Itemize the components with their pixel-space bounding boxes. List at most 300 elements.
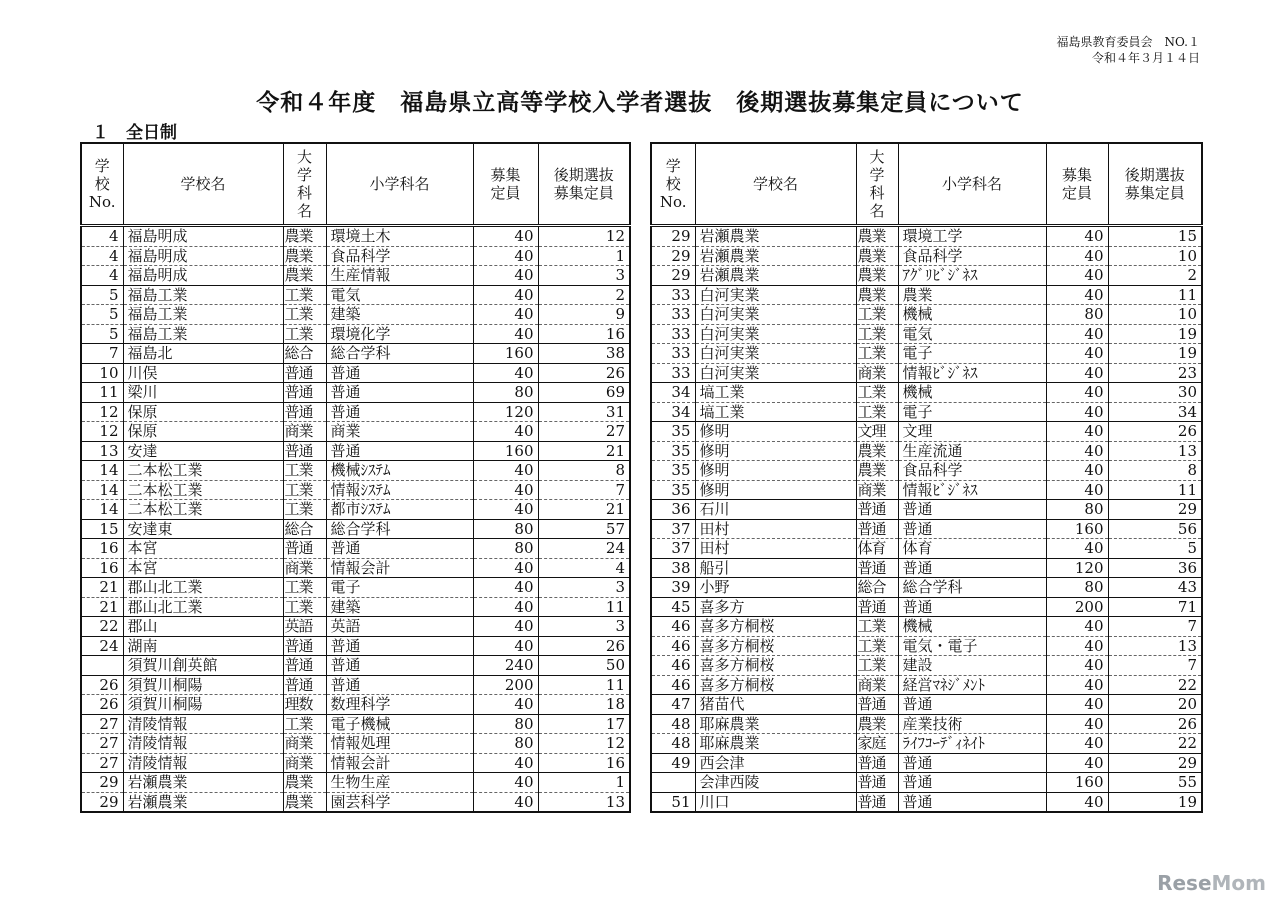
- cell-school-name: 修明: [695, 461, 856, 481]
- table-row: [81, 578, 630, 598]
- date-label: 令和４年３月１４日: [1091, 51, 1200, 65]
- cell-school-no: 39: [651, 578, 695, 598]
- cell-school-no: [81, 656, 123, 676]
- cell-department: 普通: [283, 636, 326, 656]
- cell-subject: 普通: [898, 519, 1046, 539]
- cell-school-no: 49: [651, 753, 695, 773]
- cell-subject: 英語: [326, 617, 473, 637]
- cell-school-name: 清陵情報: [123, 714, 283, 734]
- table-row: [651, 226, 1202, 247]
- cell-department: 農業: [283, 792, 326, 812]
- cell-school-name: 保原: [123, 422, 283, 442]
- cell-department: 農業: [856, 246, 898, 266]
- cell-school-name: 福島北: [123, 344, 283, 364]
- document-header-info: [1057, 34, 1200, 66]
- cell-school-name: 清陵情報: [123, 734, 283, 754]
- cell-capacity: 40: [1046, 441, 1108, 461]
- enrollment-table-right: [650, 142, 1203, 813]
- cell-school-no: 12: [81, 402, 123, 422]
- table-row: [651, 246, 1202, 266]
- cell-capacity: 80: [473, 734, 538, 754]
- cell-capacity: 40: [1046, 695, 1108, 715]
- cell-late-capacity: 21: [538, 441, 630, 461]
- cell-capacity: 80: [473, 519, 538, 539]
- cell-late-capacity: 31: [538, 402, 630, 422]
- table-header-row: [651, 143, 1202, 226]
- cell-subject: 建築: [326, 305, 473, 325]
- cell-late-capacity: 8: [538, 461, 630, 481]
- cell-school-no: 12: [81, 422, 123, 442]
- header-school-no: 学 校 No.: [651, 143, 695, 226]
- table-row: [81, 461, 630, 481]
- cell-capacity: 40: [1046, 285, 1108, 305]
- table-row: [651, 617, 1202, 637]
- cell-capacity: 120: [473, 402, 538, 422]
- cell-department: 普通: [283, 656, 326, 676]
- header-school-name: 学校名: [695, 143, 856, 226]
- cell-subject: 環境化学: [326, 324, 473, 344]
- table-row: [81, 246, 630, 266]
- cell-late-capacity: 38: [538, 344, 630, 364]
- cell-late-capacity: 3: [538, 617, 630, 637]
- cell-late-capacity: 27: [538, 422, 630, 442]
- cell-school-no: 29: [81, 792, 123, 812]
- cell-department: 工業: [283, 305, 326, 325]
- cell-capacity: 160: [1046, 519, 1108, 539]
- cell-department: 総合: [856, 578, 898, 598]
- table-row: [81, 539, 630, 559]
- cell-late-capacity: 20: [1108, 695, 1202, 715]
- cell-capacity: 80: [473, 383, 538, 403]
- cell-department: 普通: [856, 773, 898, 793]
- cell-school-no: 46: [651, 656, 695, 676]
- cell-late-capacity: 13: [538, 792, 630, 812]
- cell-late-capacity: 50: [538, 656, 630, 676]
- cell-department: 普通: [856, 519, 898, 539]
- cell-department: 農業: [283, 246, 326, 266]
- cell-subject: 機械: [898, 617, 1046, 637]
- cell-capacity: 40: [473, 324, 538, 344]
- cell-late-capacity: 16: [538, 753, 630, 773]
- cell-department: 普通: [856, 792, 898, 812]
- cell-capacity: 40: [473, 246, 538, 266]
- table-row: [81, 675, 630, 695]
- cell-department: 工業: [856, 383, 898, 403]
- cell-school-name: 清陵情報: [123, 753, 283, 773]
- cell-subject: 建築: [326, 597, 473, 617]
- table-row: [651, 539, 1202, 559]
- cell-late-capacity: 19: [1108, 792, 1202, 812]
- cell-late-capacity: 10: [1108, 246, 1202, 266]
- table-row: [651, 597, 1202, 617]
- cell-school-name: 保原: [123, 402, 283, 422]
- issuer-label: 福島県教育委員会 NO.１: [1056, 35, 1200, 49]
- cell-school-no: 5: [81, 285, 123, 305]
- cell-late-capacity: 69: [538, 383, 630, 403]
- cell-capacity: 80: [473, 714, 538, 734]
- cell-capacity: 120: [1046, 558, 1108, 578]
- cell-late-capacity: 12: [538, 226, 630, 247]
- cell-late-capacity: 13: [1108, 441, 1202, 461]
- cell-subject: 食品科学: [898, 461, 1046, 481]
- cell-school-name: 喜多方: [695, 597, 856, 617]
- cell-school-name: 喜多方桐桜: [695, 675, 856, 695]
- cell-late-capacity: 3: [538, 578, 630, 598]
- cell-subject: 普通: [898, 792, 1046, 812]
- cell-department: 農業: [283, 226, 326, 247]
- cell-school-name: 田村: [695, 539, 856, 559]
- cell-subject: 普通: [326, 402, 473, 422]
- cell-school-no: 47: [651, 695, 695, 715]
- enrollment-table-left: [80, 142, 631, 813]
- cell-department: 普通: [283, 383, 326, 403]
- cell-school-no: 14: [81, 500, 123, 520]
- cell-capacity: 40: [1046, 792, 1108, 812]
- cell-subject: 文理: [898, 422, 1046, 442]
- cell-late-capacity: 4: [538, 558, 630, 578]
- cell-subject: 普通: [326, 383, 473, 403]
- cell-late-capacity: 1: [538, 246, 630, 266]
- cell-subject: 普通: [326, 363, 473, 383]
- table-row: [651, 344, 1202, 364]
- cell-capacity: 80: [1046, 578, 1108, 598]
- cell-school-no: 10: [81, 363, 123, 383]
- cell-school-no: 16: [81, 539, 123, 559]
- cell-department: 工業: [283, 285, 326, 305]
- cell-capacity: 40: [473, 285, 538, 305]
- cell-late-capacity: 7: [1108, 617, 1202, 637]
- table-row: [651, 519, 1202, 539]
- cell-late-capacity: 16: [538, 324, 630, 344]
- cell-subject: 環境工学: [898, 226, 1046, 247]
- cell-school-no: 29: [81, 773, 123, 793]
- cell-subject: 電子: [898, 402, 1046, 422]
- cell-capacity: 80: [1046, 305, 1108, 325]
- cell-late-capacity: 5: [1108, 539, 1202, 559]
- cell-school-name: 西会津: [695, 753, 856, 773]
- cell-subject: 経営ﾏﾈｼﾞﾒﾝﾄ: [898, 675, 1046, 695]
- cell-capacity: 240: [473, 656, 538, 676]
- cell-subject: 情報処理: [326, 734, 473, 754]
- cell-school-no: 29: [651, 266, 695, 286]
- cell-school-no: 26: [81, 695, 123, 715]
- cell-subject: 情報ﾋﾞｼﾞﾈｽ: [898, 480, 1046, 500]
- cell-department: 工業: [856, 344, 898, 364]
- table-row: [651, 773, 1202, 793]
- cell-late-capacity: 3: [538, 266, 630, 286]
- cell-subject: 機械: [898, 383, 1046, 403]
- cell-capacity: 40: [473, 305, 538, 325]
- cell-department: 普通: [283, 441, 326, 461]
- cell-school-name: 修明: [695, 480, 856, 500]
- cell-late-capacity: 7: [1108, 656, 1202, 676]
- cell-late-capacity: 9: [538, 305, 630, 325]
- cell-late-capacity: 8: [1108, 461, 1202, 481]
- cell-school-no: 29: [651, 226, 695, 247]
- cell-capacity: 40: [1046, 734, 1108, 754]
- cell-capacity: 200: [473, 675, 538, 695]
- cell-late-capacity: 23: [1108, 363, 1202, 383]
- cell-capacity: 40: [1046, 344, 1108, 364]
- cell-subject: 普通: [326, 636, 473, 656]
- cell-capacity: 40: [473, 461, 538, 481]
- cell-late-capacity: 1: [538, 773, 630, 793]
- cell-late-capacity: 18: [538, 695, 630, 715]
- cell-late-capacity: 11: [1108, 480, 1202, 500]
- cell-department: 農業: [856, 461, 898, 481]
- cell-capacity: 40: [473, 558, 538, 578]
- cell-late-capacity: 11: [1108, 285, 1202, 305]
- cell-school-name: 白河実業: [695, 363, 856, 383]
- cell-school-name: 岩瀬農業: [695, 266, 856, 286]
- cell-late-capacity: 26: [1108, 422, 1202, 442]
- cell-department: 普通: [856, 597, 898, 617]
- cell-subject: 普通: [898, 695, 1046, 715]
- cell-subject: 普通: [326, 441, 473, 461]
- cell-school-no: 36: [651, 500, 695, 520]
- cell-subject: 電気: [326, 285, 473, 305]
- table-row: [651, 636, 1202, 656]
- table-row: [651, 402, 1202, 422]
- table-row: [651, 792, 1202, 812]
- cell-department: 商業: [283, 753, 326, 773]
- cell-school-no: 21: [81, 597, 123, 617]
- cell-late-capacity: 11: [538, 675, 630, 695]
- cell-school-name: 本宮: [123, 539, 283, 559]
- table-row: [651, 383, 1202, 403]
- cell-subject: 情報会計: [326, 558, 473, 578]
- cell-capacity: 40: [1046, 714, 1108, 734]
- cell-capacity: 40: [473, 363, 538, 383]
- cell-school-name: 安達: [123, 441, 283, 461]
- cell-capacity: 40: [473, 480, 538, 500]
- table-row: [651, 480, 1202, 500]
- cell-school-no: 46: [651, 675, 695, 695]
- cell-school-no: 35: [651, 480, 695, 500]
- table-row: [81, 695, 630, 715]
- cell-late-capacity: 36: [1108, 558, 1202, 578]
- cell-school-name: 白河実業: [695, 344, 856, 364]
- cell-subject: 生産流通: [898, 441, 1046, 461]
- cell-department: 工業: [283, 578, 326, 598]
- cell-department: 工業: [856, 305, 898, 325]
- table-row: [651, 734, 1202, 754]
- cell-school-no: 37: [651, 539, 695, 559]
- cell-school-no: 33: [651, 324, 695, 344]
- cell-department: 工業: [856, 617, 898, 637]
- cell-subject: ﾗｲﾌｺｰﾃﾞｨﾈｲﾄ: [898, 734, 1046, 754]
- cell-school-name: 郡山北工業: [123, 597, 283, 617]
- cell-late-capacity: 12: [538, 734, 630, 754]
- cell-department: 理数: [283, 695, 326, 715]
- cell-department: 農業: [283, 266, 326, 286]
- cell-capacity: 40: [1046, 656, 1108, 676]
- cell-school-no: 26: [81, 675, 123, 695]
- cell-department: 工業: [856, 656, 898, 676]
- cell-late-capacity: 2: [1108, 266, 1202, 286]
- cell-capacity: 40: [473, 226, 538, 247]
- cell-school-name: 福島明成: [123, 266, 283, 286]
- cell-subject: 環境土木: [326, 226, 473, 247]
- cell-department: 工業: [856, 324, 898, 344]
- cell-school-name: 喜多方桐桜: [695, 636, 856, 656]
- cell-late-capacity: 21: [538, 500, 630, 520]
- cell-school-no: 14: [81, 480, 123, 500]
- cell-department: 英語: [283, 617, 326, 637]
- cell-subject: 普通: [898, 500, 1046, 520]
- cell-late-capacity: 34: [1108, 402, 1202, 422]
- cell-department: 普通: [856, 753, 898, 773]
- section-heading: １ 全日制: [92, 123, 177, 143]
- cell-school-name: 川俣: [123, 363, 283, 383]
- cell-late-capacity: 57: [538, 519, 630, 539]
- cell-capacity: 40: [1046, 246, 1108, 266]
- cell-school-name: 湖南: [123, 636, 283, 656]
- cell-school-name: 福島工業: [123, 305, 283, 325]
- cell-school-no: 48: [651, 714, 695, 734]
- cell-subject: 園芸科学: [326, 792, 473, 812]
- table-row: [651, 363, 1202, 383]
- cell-subject: 普通: [326, 675, 473, 695]
- cell-capacity: 40: [473, 422, 538, 442]
- cell-school-no: 46: [651, 636, 695, 656]
- cell-late-capacity: 11: [538, 597, 630, 617]
- cell-subject: 総合学科: [898, 578, 1046, 598]
- cell-school-name: 白河実業: [695, 305, 856, 325]
- cell-department: 商業: [283, 558, 326, 578]
- table-row: [81, 266, 630, 286]
- resemom-logo: ReseMom: [1157, 871, 1266, 895]
- cell-subject: 電気・電子: [898, 636, 1046, 656]
- table-row: [651, 578, 1202, 598]
- cell-school-name: 安達東: [123, 519, 283, 539]
- cell-school-name: 田村: [695, 519, 856, 539]
- table-row: [81, 383, 630, 403]
- cell-subject: 情報ﾋﾞｼﾞﾈｽ: [898, 363, 1046, 383]
- cell-school-name: 二本松工業: [123, 480, 283, 500]
- cell-capacity: 160: [473, 441, 538, 461]
- cell-late-capacity: 55: [1108, 773, 1202, 793]
- cell-subject: 総合学科: [326, 519, 473, 539]
- table-row: [651, 324, 1202, 344]
- cell-department: 商業: [856, 480, 898, 500]
- cell-department: 商業: [283, 422, 326, 442]
- header-department: 大 学 科 名: [283, 143, 326, 226]
- cell-school-no: 33: [651, 305, 695, 325]
- cell-late-capacity: 56: [1108, 519, 1202, 539]
- cell-capacity: 40: [473, 597, 538, 617]
- header-capacity: 募集 定員: [473, 143, 538, 226]
- cell-capacity: 40: [1046, 480, 1108, 500]
- cell-department: 普通: [283, 675, 326, 695]
- cell-department: 工業: [283, 324, 326, 344]
- cell-late-capacity: 30: [1108, 383, 1202, 403]
- cell-late-capacity: 19: [1108, 324, 1202, 344]
- cell-school-no: 27: [81, 753, 123, 773]
- cell-school-name: 塙工業: [695, 402, 856, 422]
- cell-subject: 生物生産: [326, 773, 473, 793]
- cell-school-no: [651, 773, 695, 793]
- cell-late-capacity: 22: [1108, 734, 1202, 754]
- cell-subject: 建設: [898, 656, 1046, 676]
- cell-capacity: 40: [1046, 266, 1108, 286]
- cell-department: 普通: [856, 695, 898, 715]
- cell-subject: 機械ｼｽﾃﾑ: [326, 461, 473, 481]
- cell-school-name: 川口: [695, 792, 856, 812]
- cell-department: 普通: [283, 402, 326, 422]
- cell-subject: 産業技術: [898, 714, 1046, 734]
- table-row: [651, 461, 1202, 481]
- cell-subject: 商業: [326, 422, 473, 442]
- cell-school-no: 35: [651, 422, 695, 442]
- cell-department: 工業: [283, 461, 326, 481]
- cell-department: 農業: [856, 266, 898, 286]
- cell-school-name: 福島明成: [123, 246, 283, 266]
- cell-capacity: 40: [473, 636, 538, 656]
- cell-capacity: 40: [1046, 636, 1108, 656]
- cell-department: 工業: [856, 636, 898, 656]
- table-row: [81, 305, 630, 325]
- cell-late-capacity: 71: [1108, 597, 1202, 617]
- header-subject: 小学科名: [898, 143, 1046, 226]
- table-row: [81, 558, 630, 578]
- header-late-capacity: 後期選抜 募集定員: [538, 143, 630, 226]
- table-row: [81, 714, 630, 734]
- cell-school-no: 48: [651, 734, 695, 754]
- cell-capacity: 40: [473, 753, 538, 773]
- cell-school-name: 須賀川桐陽: [123, 675, 283, 695]
- cell-school-name: 二本松工業: [123, 500, 283, 520]
- table-row: [81, 617, 630, 637]
- cell-subject: 電子機械: [326, 714, 473, 734]
- cell-department: 工業: [856, 402, 898, 422]
- cell-school-no: 14: [81, 461, 123, 481]
- cell-school-no: 11: [81, 383, 123, 403]
- cell-capacity: 40: [473, 773, 538, 793]
- table-row: [81, 734, 630, 754]
- cell-subject: 情報ｼｽﾃﾑ: [326, 480, 473, 500]
- cell-department: 普通: [283, 539, 326, 559]
- table-row: [651, 285, 1202, 305]
- cell-school-no: 38: [651, 558, 695, 578]
- cell-school-name: 岩瀬農業: [695, 226, 856, 247]
- cell-subject: ｱｸﾞﾘﾋﾞｼﾞﾈｽ: [898, 266, 1046, 286]
- cell-school-no: 37: [651, 519, 695, 539]
- cell-school-name: 白河実業: [695, 324, 856, 344]
- cell-subject: 普通: [326, 656, 473, 676]
- cell-school-name: 猪苗代: [695, 695, 856, 715]
- cell-school-name: 喜多方桐桜: [695, 656, 856, 676]
- cell-capacity: 40: [1046, 226, 1108, 247]
- cell-subject: 総合学科: [326, 344, 473, 364]
- cell-subject: 生産情報: [326, 266, 473, 286]
- cell-school-no: 5: [81, 305, 123, 325]
- table-row: [81, 773, 630, 793]
- table-row: [651, 695, 1202, 715]
- cell-subject: 普通: [898, 558, 1046, 578]
- cell-capacity: 40: [473, 266, 538, 286]
- cell-late-capacity: 43: [1108, 578, 1202, 598]
- cell-department: 農業: [856, 285, 898, 305]
- cell-department: 普通: [856, 558, 898, 578]
- cell-school-name: 修明: [695, 422, 856, 442]
- cell-school-name: 本宮: [123, 558, 283, 578]
- cell-school-name: 二本松工業: [123, 461, 283, 481]
- cell-subject: 普通: [898, 753, 1046, 773]
- table-row: [651, 753, 1202, 773]
- cell-capacity: 200: [1046, 597, 1108, 617]
- cell-department: 体育: [856, 539, 898, 559]
